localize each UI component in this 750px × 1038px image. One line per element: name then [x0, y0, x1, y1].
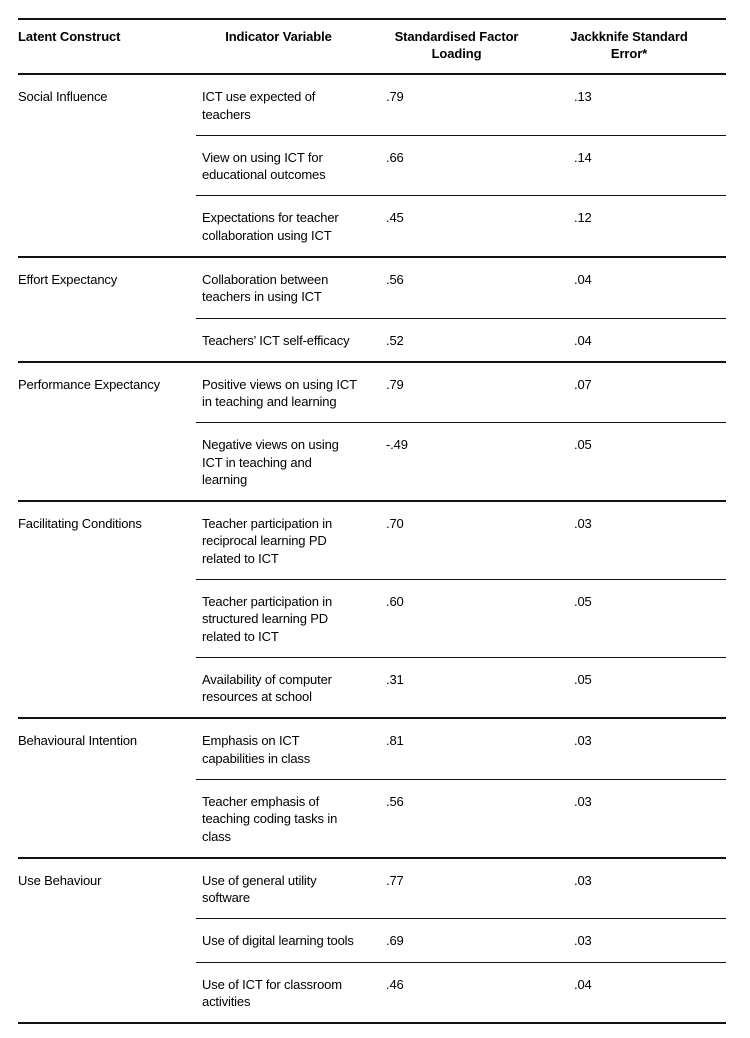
factor-loading-table	[18, 18, 726, 1024]
table-row	[18, 962, 726, 1023]
cell-latent-construct: Effort Expectancy	[18, 257, 196, 318]
table-bottom-rule-cell	[556, 1023, 726, 1024]
table-row	[18, 423, 726, 501]
table-row	[18, 196, 726, 257]
cell-indicator-variable: Use of digital learning tools	[196, 919, 371, 962]
cell-standardised-factor-loading: .79	[371, 362, 556, 423]
cell-jackknife-standard-error: .05	[556, 657, 726, 718]
cell-standardised-factor-loading: .81	[371, 718, 556, 779]
table-row	[18, 919, 726, 962]
cell-indicator-variable: Use of ICT for classroom activities	[196, 962, 371, 1023]
table-row	[18, 580, 726, 658]
table-bottom-rule-cell	[371, 1023, 556, 1024]
table-row	[18, 74, 726, 135]
cell-latent-construct	[18, 580, 196, 658]
cell-standardised-factor-loading: .66	[371, 135, 556, 196]
cell-indicator-variable: Teacher participation in reciprocal learning PD related to ICT	[196, 501, 371, 579]
table-row	[18, 780, 726, 858]
cell-standardised-factor-loading: .52	[371, 318, 556, 362]
cell-standardised-factor-loading: .46	[371, 962, 556, 1023]
cell-latent-construct: Performance Expectancy	[18, 362, 196, 423]
table-header-row	[18, 19, 726, 74]
cell-jackknife-standard-error: .14	[556, 135, 726, 196]
cell-indicator-variable: Positive views on using ICT in teaching and learning	[196, 362, 371, 423]
cell-standardised-factor-loading: .45	[371, 196, 556, 257]
cell-jackknife-standard-error: .03	[556, 780, 726, 858]
cell-jackknife-standard-error: .05	[556, 580, 726, 658]
table-bottom-rule-cell	[196, 1023, 371, 1024]
cell-latent-construct	[18, 196, 196, 257]
table-bottom-rule-cell	[18, 1023, 196, 1024]
cell-jackknife-standard-error: .12	[556, 196, 726, 257]
cell-standardised-factor-loading: .60	[371, 580, 556, 658]
table-row	[18, 257, 726, 318]
cell-jackknife-standard-error: .04	[556, 318, 726, 362]
table-row	[18, 318, 726, 362]
cell-indicator-variable: Availability of computer resources at school	[196, 657, 371, 718]
cell-jackknife-standard-error: .04	[556, 962, 726, 1023]
table-row	[18, 657, 726, 718]
cell-latent-construct	[18, 423, 196, 501]
cell-indicator-variable: Expectations for teacher collaboration using ICT	[196, 196, 371, 257]
cell-latent-construct	[18, 657, 196, 718]
cell-indicator-variable: Teachers’ ICT self-efficacy	[196, 318, 371, 362]
cell-latent-construct	[18, 919, 196, 962]
cell-latent-construct	[18, 962, 196, 1023]
cell-jackknife-standard-error: .03	[556, 501, 726, 579]
cell-indicator-variable: Negative views on using ICT in teaching and learning	[196, 423, 371, 501]
cell-jackknife-standard-error: .13	[556, 74, 726, 135]
table-row	[18, 362, 726, 423]
cell-latent-construct	[18, 318, 196, 362]
cell-standardised-factor-loading: .69	[371, 919, 556, 962]
table-bottom-rule	[18, 1023, 726, 1024]
cell-indicator-variable: Collaboration between teachers in using ICT	[196, 257, 371, 318]
cell-standardised-factor-loading: .56	[371, 780, 556, 858]
table-body	[18, 74, 726, 1024]
cell-standardised-factor-loading: .31	[371, 657, 556, 718]
cell-indicator-variable: Teacher emphasis of teaching coding tasks in class	[196, 780, 371, 858]
cell-latent-construct	[18, 780, 196, 858]
cell-jackknife-standard-error: .03	[556, 919, 726, 962]
cell-latent-construct: Use Behaviour	[18, 858, 196, 919]
cell-indicator-variable: Use of general utility software	[196, 858, 371, 919]
column-header-latent-construct: Latent Construct	[18, 19, 196, 74]
cell-indicator-variable: Teacher participation in structured learning PD related to ICT	[196, 580, 371, 658]
table-row	[18, 718, 726, 779]
cell-jackknife-standard-error: .07	[556, 362, 726, 423]
cell-standardised-factor-loading: -.49	[371, 423, 556, 501]
cell-jackknife-standard-error: .04	[556, 257, 726, 318]
column-header-indicator-variable: Indicator Variable	[196, 19, 371, 74]
cell-latent-construct: Behavioural Intention	[18, 718, 196, 779]
table-header	[18, 19, 726, 74]
cell-latent-construct: Facilitating Conditions	[18, 501, 196, 579]
table-row	[18, 135, 726, 196]
cell-standardised-factor-loading: .56	[371, 257, 556, 318]
cell-jackknife-standard-error: .03	[556, 718, 726, 779]
column-header-standardised-factor-loading: Standardised Factor Loading	[371, 19, 556, 74]
table-row	[18, 858, 726, 919]
cell-indicator-variable: Emphasis on ICT capabilities in class	[196, 718, 371, 779]
table-row	[18, 501, 726, 579]
cell-latent-construct: Social Influence	[18, 74, 196, 135]
cell-latent-construct	[18, 135, 196, 196]
cell-standardised-factor-loading: .70	[371, 501, 556, 579]
cell-jackknife-standard-error: .03	[556, 858, 726, 919]
cell-indicator-variable: ICT use expected of teachers	[196, 74, 371, 135]
cell-standardised-factor-loading: .79	[371, 74, 556, 135]
column-header-jackknife-standard-error: Jackknife Standard Error*	[556, 19, 726, 74]
cell-jackknife-standard-error: .05	[556, 423, 726, 501]
cell-indicator-variable: View on using ICT for educational outcomes	[196, 135, 371, 196]
cell-standardised-factor-loading: .77	[371, 858, 556, 919]
